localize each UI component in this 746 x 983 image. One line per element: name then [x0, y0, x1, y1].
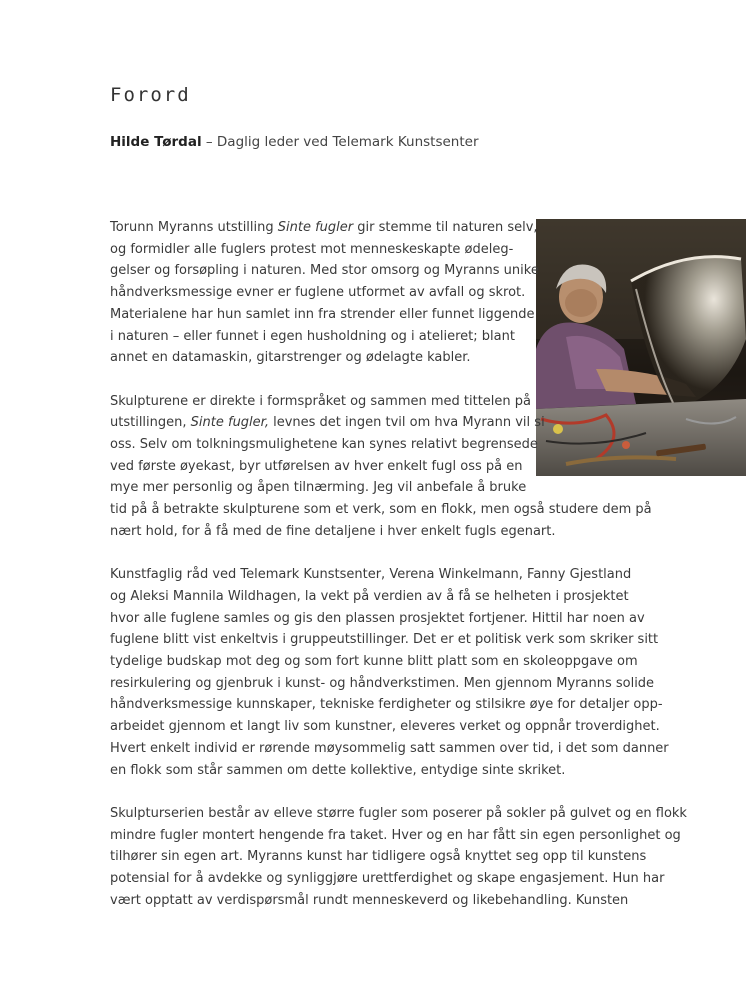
text-segment: ved første øyekast, byr utførelsen av hver enkelt fugl oss på en [110, 458, 523, 474]
text-segment: mye mer personlig og åpen tilnærming. Jeg vil anbefale å bruke [110, 480, 527, 496]
text-line [110, 347, 650, 369]
text-segment: Skulpturene er direkte i formspråket og sammen med tittelen på [110, 393, 532, 409]
text-segment: resirkulering og gjenbruk i kunst- og håndverkstimen. Men gjennom Myranns solide [110, 675, 655, 691]
text-line [110, 586, 650, 608]
text-line [110, 521, 650, 543]
text-line [110, 846, 650, 868]
text-segment: Skulpturserien består av elleve større fugler som poserer på sokler på gulvet og en flokk [110, 805, 687, 821]
text-segment: vært opptatt av verdispørsmål rundt menneskeverd og likebehandling. Kunsten [110, 892, 629, 908]
text-line [110, 738, 669, 760]
text-segment: hvor alle fuglene samles og gis den plassen prosjektet fortjener. Hittil har noen av [110, 610, 645, 626]
paragraph [110, 564, 669, 781]
text-segment: Torunn Myranns utstilling [110, 220, 278, 235]
text-segment: Hvert enkelt individ er rørende møysommelig satt sammen over tid, i det som danner [110, 740, 669, 756]
page-title: Forord [110, 84, 191, 106]
text-segment: i naturen – eller funnet i egen husholdning og i atelieret; blant [110, 328, 515, 344]
text-line [110, 629, 659, 651]
text-segment: levnes det ingen tvil om hva Myrann vil si [268, 415, 545, 431]
text-segment: gir stemme til naturen selv, [353, 220, 538, 235]
body-text [110, 217, 687, 933]
text-segment: potensial for å avdekke og synliggjøre urettferdighet og skape engasjement. Hun har [110, 871, 665, 887]
italic-title: Sinte fugler, [190, 415, 269, 431]
text-line [110, 651, 650, 673]
text-line [110, 499, 650, 521]
text-segment: håndverksmessige evner er fuglene utformet av avfall og skrot. [110, 285, 526, 301]
text-line [110, 391, 650, 413]
text-line [110, 716, 660, 738]
text-line [110, 282, 650, 304]
text-line [110, 608, 650, 630]
text-segment: oss. Selv om tolkningsmulighetene kan synes relativt begrensede [110, 437, 538, 453]
text-line [110, 412, 650, 434]
text-line [110, 694, 663, 716]
author-name: Hilde Tørdal [110, 134, 202, 150]
paragraph [110, 217, 650, 369]
text-line [110, 803, 687, 825]
author-role: – Daglig leder ved Telemark Kunstsenter [201, 134, 479, 150]
text-segment: fuglene blitt vist enkeltvis i gruppeutstillinger. Det er et politisk verk som skriker sitt [110, 632, 659, 648]
text-segment: gelser og forsøpling i naturen. Med stor omsorg og Myranns unike [110, 263, 539, 279]
text-line [110, 890, 650, 912]
text-line [110, 434, 650, 456]
text-line [110, 760, 650, 782]
text-segment: Materialene har hun samlet inn fra strender eller funnet liggende [110, 306, 535, 322]
text-segment: mindre fugler montert hengende fra taket. Hver og en har fått sin egen personlighet og [110, 827, 681, 843]
text-segment: og formidler alle fuglers protest mot menneskeskapte ødeleg- [110, 241, 514, 257]
paragraph [110, 391, 650, 543]
italic-title: Sinte fugler [277, 220, 354, 235]
text-line [110, 456, 650, 478]
paragraph [110, 803, 687, 912]
text-line [110, 239, 650, 261]
text-segment: arbeidet gjennom et langt liv som kunstner, eleveres verket og oppnår troverdighet. [110, 719, 660, 735]
text-line [110, 673, 655, 695]
text-segment: tid på å betrakte skulpturene som et verk, som en flokk, men også studere dem på [110, 502, 652, 518]
text-segment: annet en datamaskin, gitarstrenger og ødelagte kabler. [110, 350, 471, 366]
text-line [110, 260, 650, 282]
byline [110, 134, 479, 150]
text-segment: og Aleksi Mannila Wildhagen, la vekt på verdien av å få se helheten i prosjektet [110, 588, 629, 604]
text-line [110, 477, 650, 499]
text-segment: nært hold, for å få med de fine detaljene i hver enkelt fugls egenart. [110, 523, 556, 539]
text-segment: en flokk som står sammen om dette kollektive, entydige sinte skriket. [110, 762, 566, 778]
text-line [110, 825, 681, 847]
text-segment: tilhører sin egen art. Myranns kunst har tidligere også knyttet seg opp til kunstens [110, 849, 647, 865]
text-line [110, 326, 650, 348]
text-line [110, 217, 650, 239]
text-segment: tydelige budskap mot deg og som fort kunne blitt platt som en skoleoppgave om [110, 654, 638, 670]
text-line [110, 868, 665, 890]
text-line [110, 304, 650, 326]
text-segment: håndverksmessige kunnskaper, tekniske ferdigheter og stilsikre øye for detaljer opp- [110, 697, 663, 713]
text-segment: utstillingen, [110, 415, 191, 431]
text-segment: Kunstfaglig råd ved Telemark Kunstsenter, Verena Winkelmann, Fanny Gjestland [110, 567, 632, 583]
text-line [110, 564, 650, 586]
